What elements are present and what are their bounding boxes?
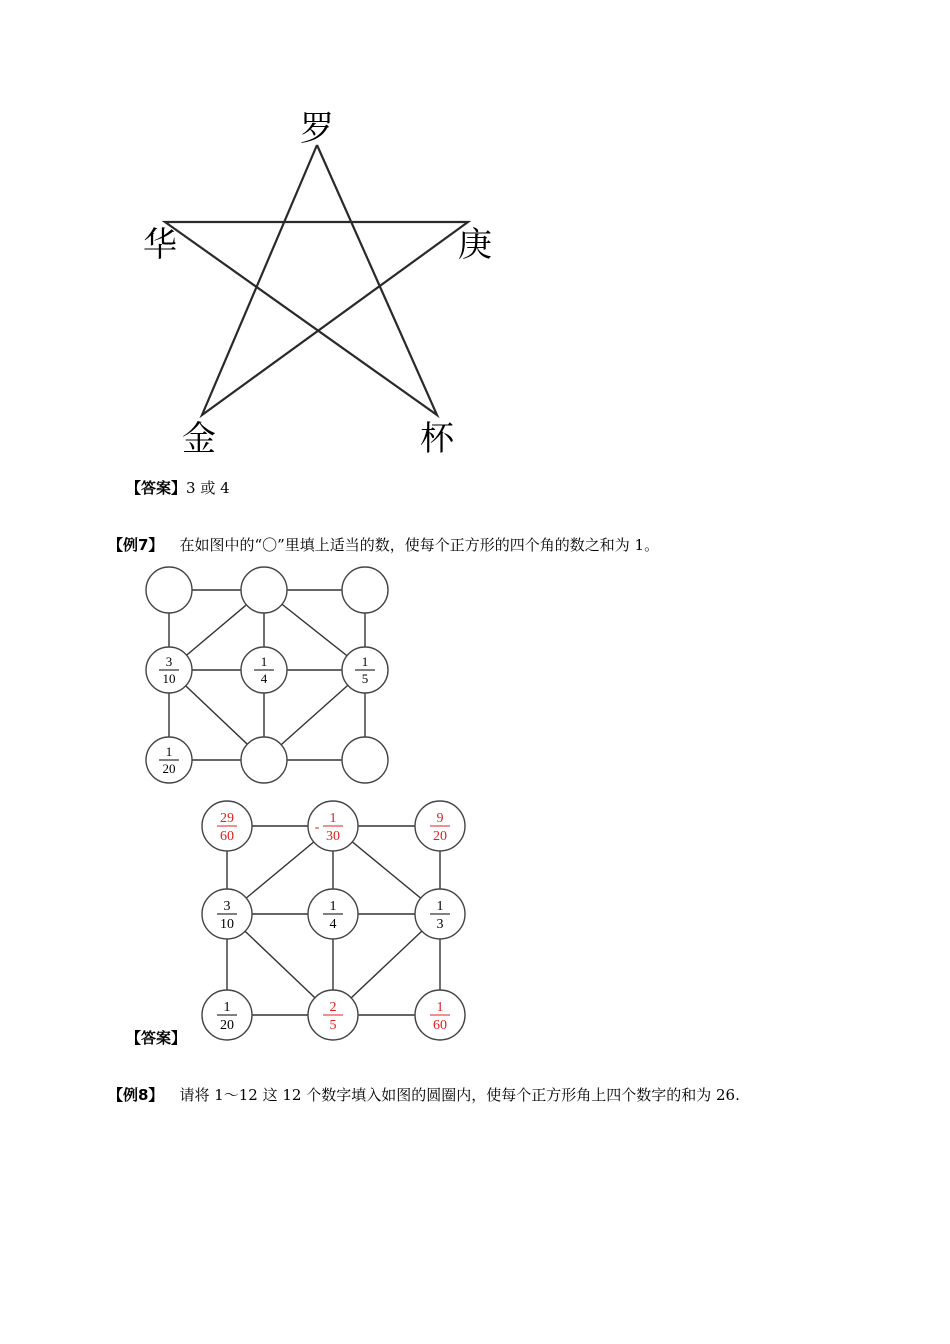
- example7-line: [108, 535, 659, 555]
- fraction-denominator: 20: [433, 829, 447, 844]
- fraction-denominator: 10: [220, 917, 234, 932]
- fraction-numerator: 1: [329, 899, 337, 914]
- fraction-numerator: 1: [361, 654, 369, 669]
- example7-answer-grid: [195, 795, 485, 1045]
- answer6-line: [126, 478, 230, 498]
- grid-circle: [241, 567, 287, 613]
- fraction-denominator: 5: [329, 1018, 337, 1033]
- example7-problem-grid: [140, 560, 400, 790]
- fraction-numerator: 3: [223, 899, 231, 914]
- fraction-denominator: 60: [433, 1018, 447, 1033]
- fraction-numerator: 1: [165, 744, 173, 759]
- fraction-numerator: 1: [436, 899, 444, 914]
- fraction-denominator: 4: [260, 671, 268, 686]
- star-figure: [140, 110, 520, 470]
- fraction-denominator: 20: [162, 761, 176, 776]
- grid-circle: [342, 737, 388, 783]
- star-label-bottom-left: 金: [182, 419, 216, 459]
- grid-circle: [146, 567, 192, 613]
- star-label-bottom-right: 杯: [420, 419, 454, 459]
- fraction-denominator: 3: [436, 917, 444, 932]
- answer6-text: 3 或 4: [186, 479, 230, 497]
- fraction-numerator: 9: [436, 811, 444, 826]
- fraction-denominator: 4: [329, 917, 337, 932]
- fraction-numerator: 29: [220, 811, 234, 826]
- fraction-numerator: 1: [436, 1000, 444, 1015]
- fraction-denominator: 10: [162, 671, 176, 686]
- example7-tag: 【例7】: [108, 536, 164, 554]
- fraction-numerator: 2: [329, 1000, 337, 1015]
- fraction-denominator: 5: [361, 671, 369, 686]
- fraction-denominator: 30: [326, 829, 340, 844]
- grid-circle: [241, 737, 287, 783]
- answer6-bracket: 【答案】: [126, 479, 187, 497]
- fraction-sign: -: [314, 820, 320, 835]
- example7-question: 在如图中的“〇”里填上适当的数，使每个正方形的四个角的数之和为 1。: [179, 536, 660, 554]
- example7-answer-label: 【答案】: [126, 1029, 187, 1047]
- example8-line: [108, 1085, 740, 1105]
- star-label-top: 罗: [300, 109, 334, 149]
- star-label-right: 庚: [458, 225, 492, 265]
- fraction-numerator: 1: [260, 654, 268, 669]
- grid-circle: [342, 567, 388, 613]
- star-outline: [165, 145, 468, 415]
- example8-question: 请将 1～12 这 12 个数字填入如图的圆圈内，使每个正方形角上四个数字的和为 26.: [179, 1086, 740, 1104]
- fraction-numerator: 3: [165, 654, 173, 669]
- example8-tag: 【例8】: [108, 1086, 164, 1104]
- fraction-numerator: 1: [223, 1000, 231, 1015]
- fraction-denominator: 20: [220, 1018, 234, 1033]
- star-label-left: 华: [143, 225, 177, 265]
- fraction-denominator: 60: [220, 829, 234, 844]
- fraction-numerator: 1: [329, 811, 337, 826]
